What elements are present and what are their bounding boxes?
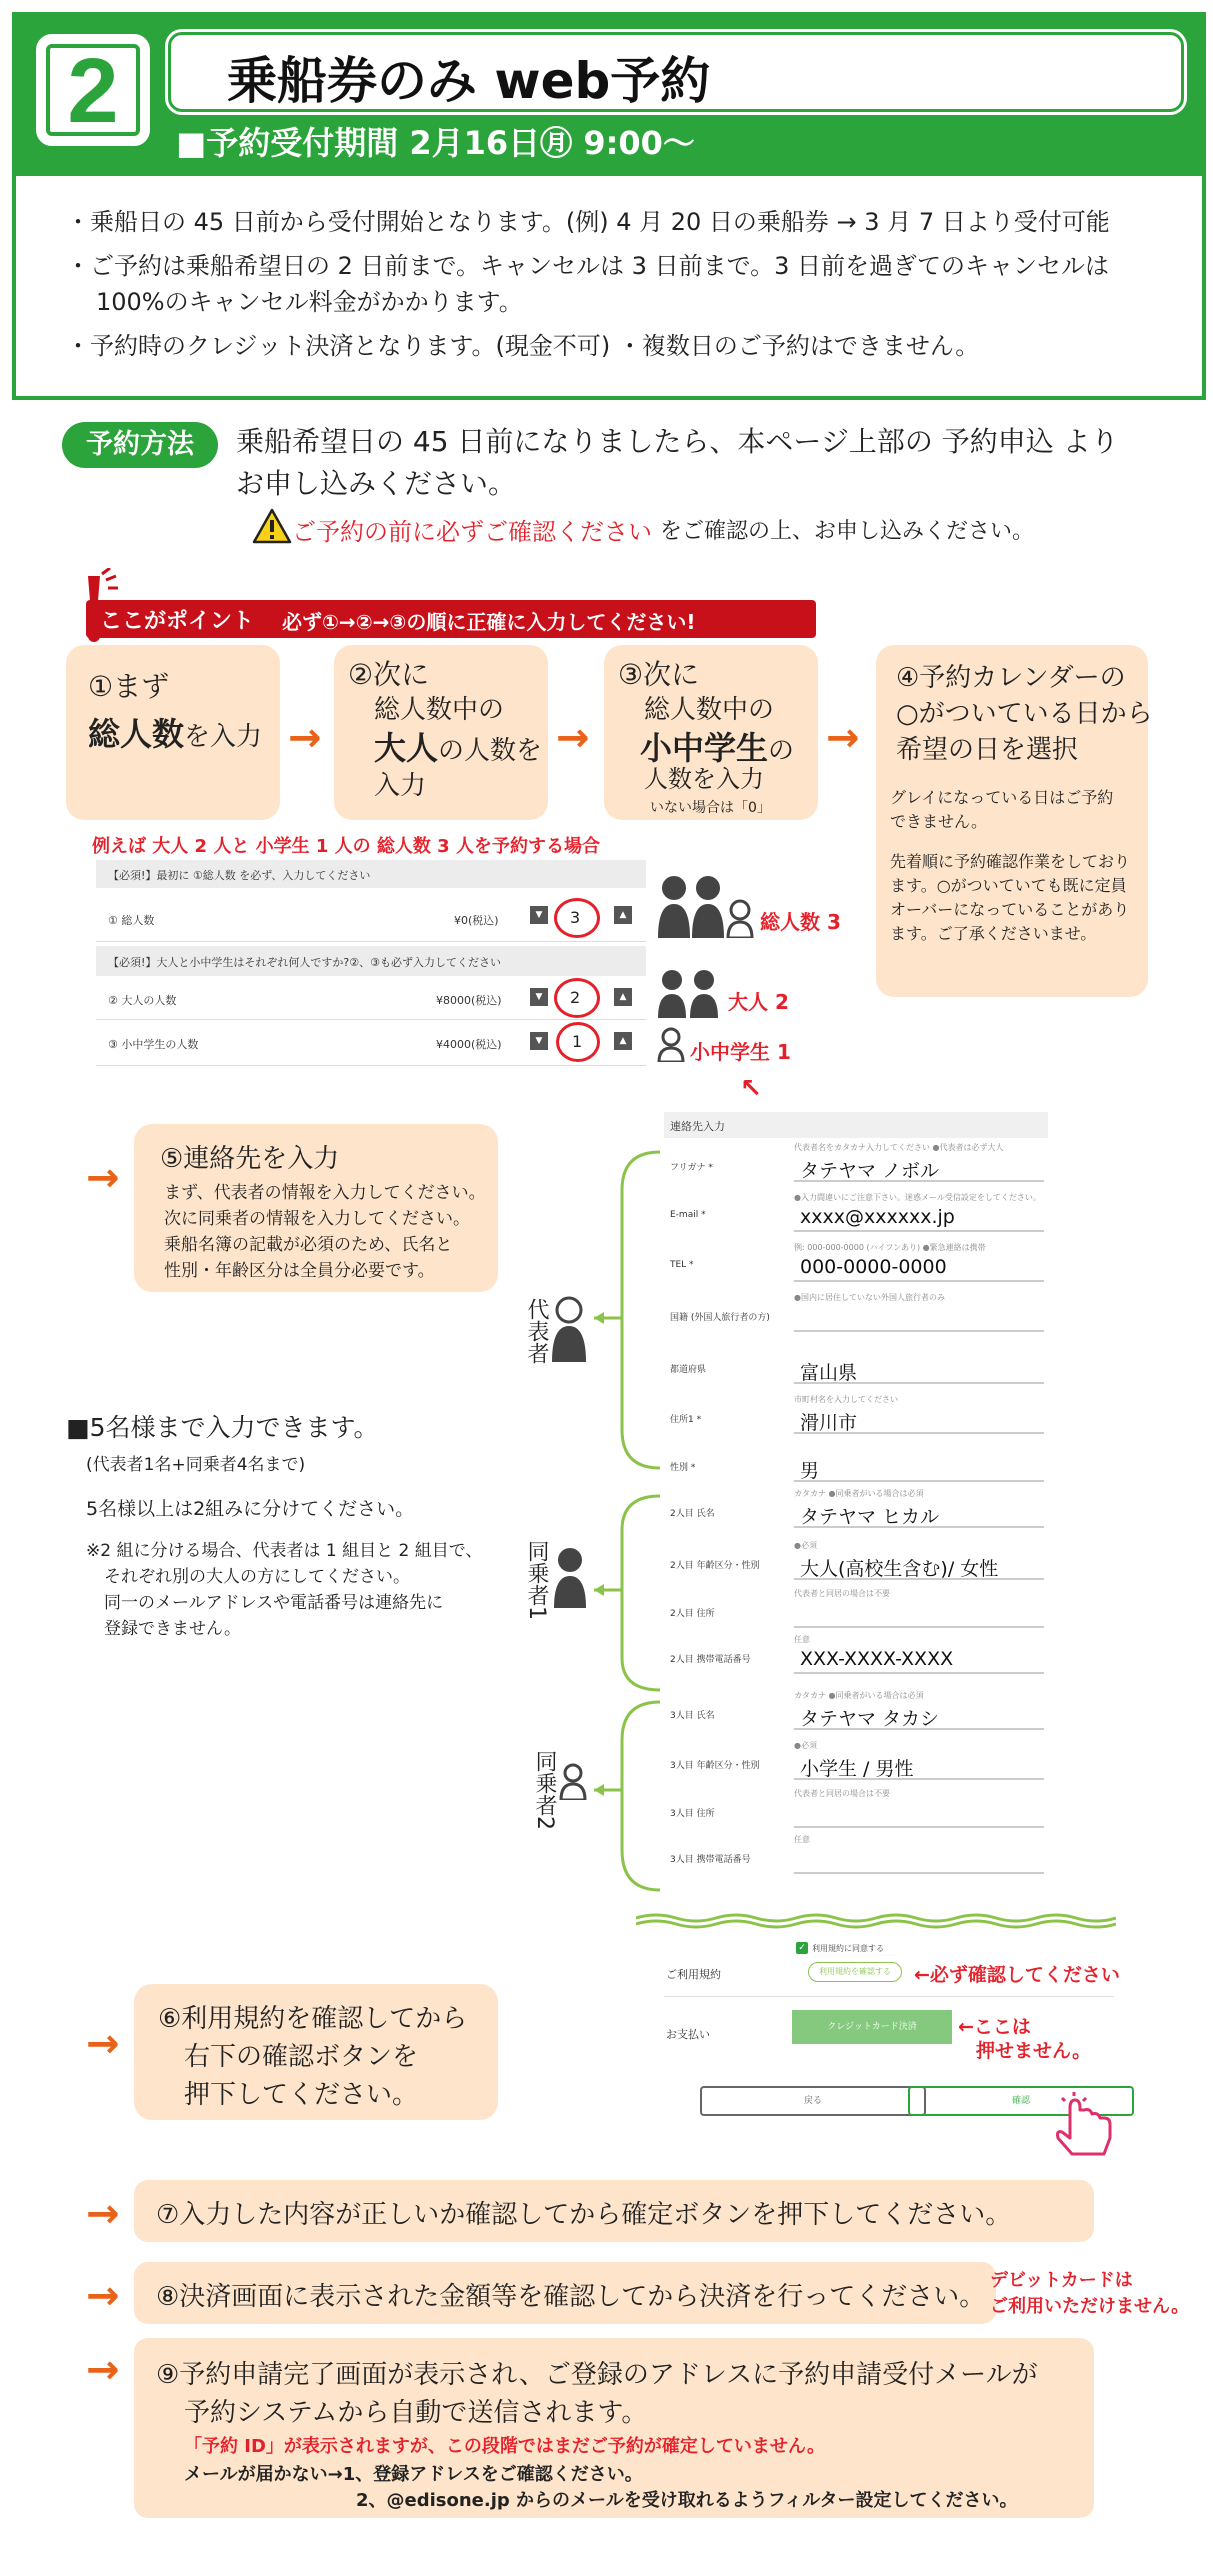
example-row3 <box>96 1022 646 1066</box>
form-input-value: 滑川市 <box>800 1412 858 1434</box>
form-input[interactable] <box>794 1498 1044 1528</box>
step2-bold: 大人 <box>374 729 439 767</box>
form-input-value: 000-0000-0000 <box>800 1256 947 1278</box>
row2-decrement-button[interactable]: ▼ <box>530 988 548 1006</box>
example-caption: 例えば 大人 2 人と 小学生 1 人の 総人数 3 人を予約する場合 <box>92 836 600 857</box>
form-row-hint: 代表者と同居の場合は不要 <box>794 1789 890 1798</box>
five-sub: (代表者1名+同乗者4名まで) <box>86 1455 306 1475</box>
form-row <box>664 1142 1048 1188</box>
pay-label: お支払い <box>666 2028 710 2041</box>
warning-rest: をご確認の上、お申し込みください。 <box>660 519 1035 544</box>
example-row1 <box>96 890 646 942</box>
title-box <box>168 32 1184 112</box>
must-check-note: ←必ず確認してください <box>914 1964 1120 1986</box>
form-row <box>664 1488 1048 1534</box>
adults-icon <box>656 968 722 1018</box>
step3-bold: 小中学生 <box>640 729 769 767</box>
arrow-icon: → <box>556 715 590 761</box>
example-note2: 【必須!】大人と小中学生はそれぞれ何人ですか?②、③も必ず入力してください <box>108 956 501 969</box>
form-row <box>664 1788 1048 1834</box>
point-banner <box>86 600 816 638</box>
step2-line2: 総人数中の <box>374 695 505 725</box>
step4-line7: ます。○がついていても既に定員 <box>890 876 1127 895</box>
example-row2 <box>96 976 646 1020</box>
step1-line1: ①まず <box>88 670 170 703</box>
form-input[interactable] <box>794 1152 1044 1182</box>
row1-decrement-button[interactable]: ▼ <box>530 906 548 924</box>
rep-label: 代表者 <box>524 1298 549 1364</box>
step2-line4: 入力 <box>374 771 427 801</box>
form-row-label: E-mail * <box>670 1210 706 1220</box>
arrow-icon: → <box>86 2273 120 2319</box>
step4-line2: ○がついている日から <box>896 699 1153 729</box>
form-row-label: 2人目 年齢区分・性別 <box>670 1561 760 1571</box>
debit-note-1: デビットカードは <box>990 2270 1133 2291</box>
method-line-1: 乗船希望日の 45 日前になりましたら、本ページ上部の 予約申込 より <box>236 425 1119 458</box>
bracket-lines <box>590 1150 662 1900</box>
form-input[interactable] <box>794 1302 1044 1332</box>
bullet-2-cont: 100%のキャンセル料金がかかります。 <box>96 288 523 316</box>
arrow-icon: → <box>86 1155 120 1201</box>
form-row-hint: 代表者と同居の場合は不要 <box>794 1589 890 1598</box>
back-button[interactable]: 戻る <box>700 2086 926 2116</box>
form-input-value: XXX-XXXX-XXXX <box>800 1648 954 1670</box>
form-row-label: TEL * <box>670 1260 694 1270</box>
row3-price: ¥4000(税込) <box>436 1038 502 1051</box>
rep-person-icon <box>550 1296 588 1362</box>
form-input[interactable] <box>794 1844 1044 1874</box>
step9-line1: ⑨予約申請完了画面が表示され、ご登録のアドレスに予約申請受付メールが <box>156 2360 1038 2390</box>
arrow-up-icon: ↖ <box>740 1074 762 1104</box>
form-row <box>664 1442 1048 1488</box>
form-row-label: 性別 * <box>670 1463 696 1473</box>
warning-icon <box>252 508 292 544</box>
form-row <box>664 1634 1048 1680</box>
form-input-value: タテヤマ タカシ <box>800 1708 940 1730</box>
step3-line1: ③次に <box>618 658 700 691</box>
step8-box <box>134 2262 996 2324</box>
form-section-bar <box>664 1112 1048 1138</box>
form-input-value: 小学生 / 男性 <box>800 1758 914 1780</box>
step3-line4: 人数を入力 <box>644 765 764 793</box>
step3-rest: の <box>768 736 795 766</box>
step9-line4: 2、@edisone.jp からのメールを受け取れるようフィルター設定してください。 <box>356 2490 1018 2511</box>
step1-bold: 総人数 <box>88 715 185 753</box>
form-row-label: 都道府県 <box>670 1365 707 1375</box>
header-panel <box>12 12 1206 400</box>
bullet-2: ・ご予約は乗船希望日の 2 日前まで。キャンセルは 3 日前まで。3 日前を過ぎてのキャンセルは <box>66 252 1109 280</box>
form-input[interactable] <box>794 1598 1044 1628</box>
form-row-label: 3人目 住所 <box>670 1809 715 1819</box>
form-row <box>664 1192 1048 1238</box>
form-row <box>664 1292 1048 1338</box>
adult-tag: 大人 2 <box>728 990 789 1014</box>
step2-rest: の人数を <box>438 736 543 766</box>
step9-line3: メールが届かない→1、登録アドレスをご確認ください。 <box>184 2464 643 2485</box>
step1-box <box>66 645 280 820</box>
step6-box <box>134 1984 498 2120</box>
step8-text: ⑧決済画面に表示された金額等を確認してから決済を行ってください。 <box>156 2282 986 2312</box>
step1-rest: を入力 <box>184 722 263 752</box>
step3-box <box>604 645 818 820</box>
step9-box <box>134 2338 1094 2518</box>
form-input[interactable] <box>794 1644 1044 1674</box>
header-band <box>16 16 1202 176</box>
terms-checkbox[interactable]: ✓ <box>796 1942 808 1954</box>
step4-line9: ます。ご了承くださいませ。 <box>890 924 1097 943</box>
step2-line1: ②次に <box>348 658 430 691</box>
form-row-hint: ●必須 <box>794 1741 817 1750</box>
row1-value[interactable]: 3 <box>570 908 581 927</box>
form-input[interactable] <box>794 1750 1044 1780</box>
step4-line3: 希望の日を選択 <box>896 735 1079 765</box>
section-number-box <box>36 34 150 146</box>
step2-box <box>334 645 548 820</box>
row3-value[interactable]: 1 <box>572 1032 583 1051</box>
form-row-hint: 任意 <box>794 1835 810 1844</box>
arrow-icon: → <box>86 2347 120 2393</box>
section-number: 2 <box>67 40 119 142</box>
row2-increment-button[interactable]: ▲ <box>614 988 632 1006</box>
form-input[interactable] <box>794 1354 1044 1384</box>
arrow-icon: → <box>86 2021 120 2067</box>
child-icon <box>656 1026 686 1062</box>
step7-box <box>134 2180 1094 2242</box>
form-row-label: フリガナ * <box>670 1163 713 1173</box>
total-tag: 総人数 3 <box>760 910 841 934</box>
form-row-label: 3人目 年齢区分・性別 <box>670 1761 760 1771</box>
form-input[interactable] <box>794 1798 1044 1828</box>
bullet-1: ・乗船日の 45 日前から受付開始となります。(例) 4 月 20 日の乗船券 → 3 月 7 日より受付可能 <box>66 208 1110 236</box>
form-row-hint: カタカナ ●同乗者がいる場合は必須 <box>794 1489 924 1498</box>
highlight-circle <box>556 1022 600 1062</box>
row3-label: ③ 小中学生の人数 <box>108 1038 199 1051</box>
step5-line3: 乗船名簿の記載が必須のため、氏名と <box>164 1235 453 1255</box>
no-press-note-1: ←ここは <box>958 2016 1031 2038</box>
form-input[interactable] <box>794 1550 1044 1580</box>
step9-line2: 予約システムから自動で送信されます。 <box>184 2398 648 2428</box>
step5-line2: 次に同乗者の情報を入力してください。 <box>164 1209 470 1229</box>
step9-red-note: 「予約 ID」が表示されますが、この段階ではまだご予約が確定していません。 <box>184 2436 825 2457</box>
bullet-3: ・予約時のクレジット決済となります。(現金不可) ・複数日のご予約はできません。 <box>66 332 980 360</box>
form-section-title: 連絡先入力 <box>670 1120 725 1133</box>
form-row-hint: 例: 000-000-0000 (ハイフンあり) ●緊急連絡は携帯 <box>794 1243 986 1252</box>
highlight-circle <box>554 898 600 938</box>
form-row <box>664 1394 1048 1440</box>
contact-form <box>664 1112 1048 1912</box>
form-input-value: タテヤマ ヒカル <box>800 1506 940 1528</box>
form-row-label: 2人目 氏名 <box>670 1509 715 1519</box>
step3-line2: 総人数中の <box>644 695 775 725</box>
form-row-hint: ●必須 <box>794 1541 817 1550</box>
row1-label: ① 総人数 <box>108 914 155 927</box>
form-row-hint: 市町村名を入力してください <box>794 1395 898 1404</box>
form-input-value: xxxx@xxxxxx.jp <box>800 1206 955 1228</box>
example-note1: 【必須!】最初に ①総人数 を必ず、入力してください <box>108 869 371 882</box>
form-input[interactable] <box>794 1252 1044 1282</box>
confirm-button[interactable]: 確認 <box>908 2086 1134 2116</box>
comp1-person-icon <box>552 1546 588 1608</box>
row1-increment-button[interactable]: ▲ <box>614 906 632 924</box>
method-line-2: お申し込みください。 <box>236 467 517 500</box>
form-row-hint: 代表者名をカタカナ入力してください ●代表者は必ず大人 <box>794 1143 1004 1152</box>
step1-line2 <box>88 709 262 755</box>
point-text: 必ず①→②→③の順に正確に入力してください! <box>282 610 696 634</box>
terms-check-label: 利用規約に同意する <box>812 1944 884 1953</box>
form-input-value: 男 <box>800 1460 820 1482</box>
step7-text: ⑦入力した内容が正しいか確認してから確定ボタンを押下してください。 <box>156 2200 1012 2230</box>
row3-decrement-button[interactable]: ▼ <box>530 1032 548 1050</box>
debit-note-2: ご利用いただけません。 <box>990 2296 1190 2317</box>
arrow-icon: → <box>826 715 860 761</box>
form-row <box>664 1740 1048 1786</box>
row3-increment-button[interactable]: ▲ <box>614 1032 632 1050</box>
form-row <box>664 1540 1048 1586</box>
row2-label: ② 大人の人数 <box>108 994 177 1007</box>
credit-card-button[interactable]: クレジットカード決済 <box>792 2010 952 2044</box>
form-row-hint: 任意 <box>794 1635 810 1644</box>
step3-note: いない場合は「0」 <box>650 800 771 816</box>
step6-line3: 押下してください。 <box>184 2080 419 2110</box>
form-row <box>664 1242 1048 1288</box>
form-input-value: 大人(高校生含む)/ 女性 <box>800 1558 999 1580</box>
no-press-note-2: 押せません。 <box>976 2040 1092 2062</box>
comp2-person-icon <box>558 1762 588 1800</box>
comp1-label: 同乗者1 <box>524 1540 549 1620</box>
highlight-circle <box>554 978 600 1018</box>
form-row <box>664 1344 1048 1390</box>
comp2-label: 同乗者2 <box>532 1750 557 1830</box>
reservation-period: ■予約受付期間 2月16日㊊ 9:00〜 <box>176 124 695 162</box>
example-note1-bar <box>96 860 646 888</box>
terms-label: ご利用規約 <box>666 1968 721 1981</box>
five-line2: ※2 組に分ける場合、代表者は 1 組目と 2 組目で、 <box>86 1541 483 1561</box>
step4-box <box>876 645 1153 997</box>
form-row-label: 2人目 携帯電話番号 <box>670 1655 751 1665</box>
family-icon <box>656 872 756 938</box>
form-input[interactable] <box>794 1452 1044 1482</box>
step4-line4: グレイになっている日はご予約 <box>890 788 1114 807</box>
child-tag: 小中学生 1 <box>690 1040 791 1064</box>
form-row-hint: カタカナ ●同乗者がいる場合は必須 <box>794 1691 924 1700</box>
example-note2-bar <box>96 946 646 976</box>
five-line5: 登録できません。 <box>104 1619 242 1639</box>
form-input-value: タテヤマ ノボル <box>800 1160 940 1182</box>
form-row-label: 国籍 (外国人旅行者の方) <box>670 1313 770 1323</box>
row1-price: ¥0(税込) <box>454 914 499 927</box>
step5-title: ⑤連絡先を入力 <box>160 1144 340 1174</box>
pointer-hand-icon <box>1052 2090 1124 2162</box>
divider <box>664 1996 1114 1997</box>
step5-line4: 性別・年齢区分は全員分必要です。 <box>164 1261 435 1281</box>
step4-line1: ④予約カレンダーの <box>896 663 1126 693</box>
step5-box <box>134 1124 498 1292</box>
form-row <box>664 1834 1048 1880</box>
form-row-label: 3人目 携帯電話番号 <box>670 1855 751 1865</box>
example-form <box>96 860 646 1068</box>
form-input-value: 富山県 <box>800 1362 858 1384</box>
five-line3: それぞれ別の大人の方にしてください。 <box>104 1567 410 1587</box>
form-row-hint: ●国内に居住していない外国人旅行者のみ <box>794 1293 945 1302</box>
wave-divider <box>636 1910 1116 1930</box>
step6-line2: 右下の確認ボタンを <box>184 2042 419 2072</box>
arrow-icon: → <box>288 715 322 761</box>
form-input[interactable] <box>794 1404 1044 1434</box>
row2-value[interactable]: 2 <box>570 988 581 1007</box>
step4-line8: オーバーになっていることがあり <box>890 900 1130 919</box>
form-row <box>664 1690 1048 1736</box>
form-row-label: 3人目 氏名 <box>670 1711 715 1721</box>
five-line4: 同一のメールアドレスや電話番号は連絡先に <box>104 1593 444 1613</box>
terms-view-button[interactable]: 利用規約を確認する <box>808 1962 902 1982</box>
form-input[interactable] <box>794 1700 1044 1730</box>
step6-line1: ⑥利用規約を確認してから <box>158 2004 468 2034</box>
arrow-icon: → <box>86 2191 120 2237</box>
five-title: ■5名様まで入力できます。 <box>66 1413 379 1442</box>
method-badge: 予約方法 <box>62 422 218 468</box>
row2-price: ¥8000(税込) <box>436 994 502 1007</box>
form-row-label: 2人目 住所 <box>670 1609 715 1619</box>
step5-line1: まず、代表者の情報を入力してください。 <box>164 1183 486 1203</box>
point-label: ここがポイント <box>100 609 255 634</box>
form-row <box>664 1588 1048 1634</box>
step2-line3 <box>374 723 542 769</box>
form-input[interactable] <box>794 1202 1044 1232</box>
warning-link-text: ご予約の前に必ずご確認ください <box>292 518 652 546</box>
step4-line6: 先着順に予約確認作業をしており <box>890 852 1131 871</box>
step4-line5: できません。 <box>890 812 987 831</box>
page-title: 乗船券のみ web予約 <box>227 52 711 110</box>
form-row-label: 住所1 * <box>670 1415 702 1425</box>
five-line1: 5名様以上は2組みに分けてください。 <box>86 1498 415 1520</box>
form-row-hint: ●入力間違いにご注意下さい。迷惑メール受信設定をしてください。 <box>794 1193 1041 1202</box>
